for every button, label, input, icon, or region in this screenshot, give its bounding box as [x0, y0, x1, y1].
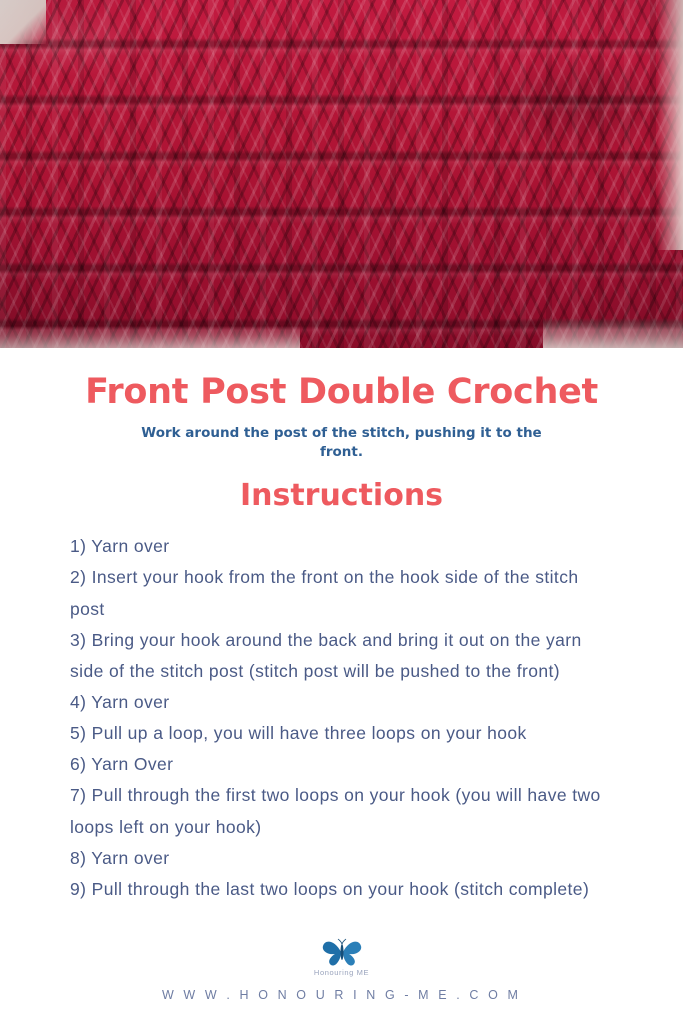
- list-item: 1) Yarn over: [70, 536, 170, 557]
- photo-vignette: [0, 0, 683, 348]
- page-title: Front Post Double Crochet: [85, 372, 598, 412]
- list-item: 3) Bring your hook around the back and bring it out on the yarn side of the stitch post (stitch post will be pushed to the front): [70, 629, 582, 681]
- crochet-swatch-photo: [0, 0, 683, 348]
- instructions-list: [40, 531, 643, 905]
- list-item: 4) Yarn over: [70, 692, 170, 713]
- butterfly-icon: [321, 937, 363, 967]
- list-item: 8) Yarn over: [70, 847, 170, 868]
- list-item: 6) Yarn Over: [70, 754, 174, 775]
- text-content: [0, 372, 683, 905]
- list-item: 7) Pull through the first two loops on your hook (you will have two loops left on your hook): [70, 785, 601, 837]
- instructions-heading: Instructions: [239, 478, 444, 514]
- list-item: 9) Pull through the last two loops on your hook (stitch complete): [70, 878, 590, 899]
- website-url: W W W . H O N O U R I N G - M E . C O M: [161, 988, 522, 1002]
- footer: [0, 937, 683, 1002]
- brand-name: Honouring ME: [313, 968, 370, 977]
- list-item: 2) Insert your hook from the front on the hook side of the stitch post: [70, 567, 579, 619]
- subtitle: Work around the post of the stitch, pushing it to the front.: [141, 425, 542, 461]
- list-item: 5) Pull up a loop, you will have three loops on your hook: [70, 723, 527, 744]
